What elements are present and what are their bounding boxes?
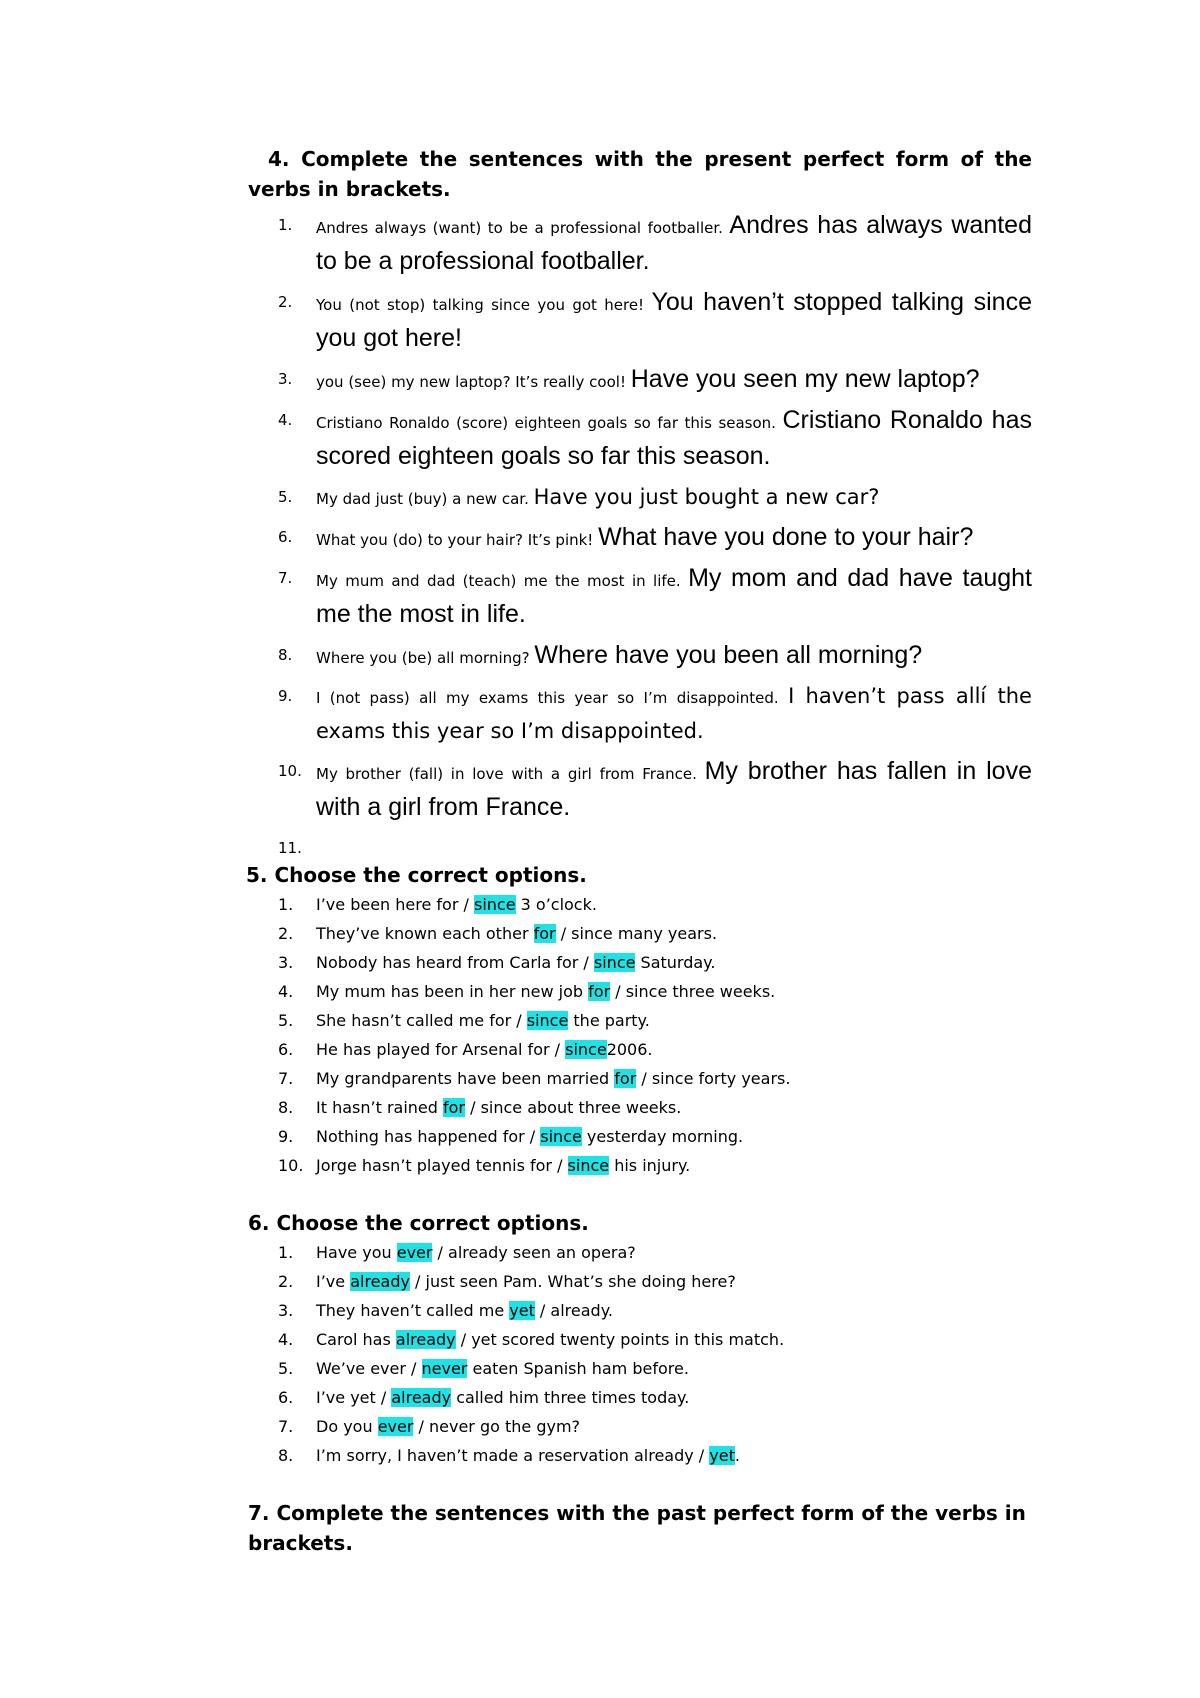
highlighted-answer: already — [391, 1388, 452, 1407]
item-prompt: My brother (fall) in love with a girl from France. — [316, 765, 697, 783]
item-number: 8. — [278, 1446, 294, 1465]
list-item — [248, 562, 1032, 634]
item-text-before: Have you — [316, 1243, 397, 1262]
exercise-7-heading: 7. Complete the sentences with the past perfect form of the verbs in brackets. — [248, 1501, 1026, 1555]
highlighted-answer: since — [540, 1127, 582, 1146]
highlighted-answer: for — [588, 982, 611, 1001]
list-item — [248, 1122, 1032, 1151]
item-prompt: you (see) my new laptop? It’s really cool! — [316, 373, 626, 391]
highlighted-answer: since — [526, 1011, 569, 1030]
item-text-before: We’ve ever / — [316, 1359, 422, 1378]
item-number: 5. — [278, 488, 293, 506]
item-text-before: My mum has been in her new job — [316, 982, 589, 1001]
list-item — [248, 1064, 1032, 1093]
item-text-after: 2006. — [606, 1040, 653, 1059]
list-item — [248, 481, 1032, 516]
list-item — [248, 1383, 1032, 1412]
item-number: 11. — [278, 839, 302, 857]
list-item — [248, 1035, 1032, 1064]
item-number: 4. — [278, 982, 294, 1001]
item-prompt: My mum and dad (teach) me the most in life. — [316, 572, 681, 590]
item-text-after: eaten Spanish ham before. — [467, 1359, 689, 1378]
item-number: 5. — [278, 1011, 294, 1030]
item-answer: My mom and dad have taught me the most in life. — [316, 564, 1032, 628]
item-text-before: Carol has — [316, 1330, 396, 1349]
item-prompt: Cristiano Ronaldo (score) eighteen goals so far this season. — [316, 414, 776, 432]
highlighted-answer: since — [473, 895, 516, 914]
item-prompt: My dad just (buy) a new car. — [316, 490, 529, 508]
highlighted-answer: ever — [377, 1417, 414, 1436]
item-number: 1. — [278, 895, 294, 914]
list-item — [248, 1296, 1032, 1325]
list-item — [248, 521, 1032, 557]
item-number: 1. — [278, 1243, 294, 1262]
item-text-after: / since many years. — [555, 924, 718, 943]
item-text-before: I’ve been here for / — [316, 895, 474, 914]
highlighted-answer: for — [533, 924, 556, 943]
list-item — [248, 832, 1032, 858]
item-prompt: You (not stop) talking since you got here! — [316, 296, 645, 314]
item-text-before: Nobody has heard from Carla for / — [316, 953, 594, 972]
item-answer: Have you just bought a new car? — [533, 485, 880, 509]
item-text-before: Jorge hasn’t played tennis for / — [316, 1156, 568, 1175]
item-text-before: Do you — [316, 1417, 378, 1436]
item-prompt: I (not pass) all my exams this year so I’m disappointed. — [316, 689, 779, 707]
item-number: 6. — [278, 1388, 294, 1407]
item-text-before: I’m sorry, I haven’t made a reservation already / — [316, 1446, 710, 1465]
exercise-6-list — [248, 1238, 1032, 1470]
item-number: 10. — [278, 762, 302, 780]
item-number: 7. — [278, 1417, 294, 1436]
item-text-after: / since forty years. — [636, 1069, 791, 1088]
highlighted-answer: for — [614, 1069, 637, 1088]
item-answer: Have you seen my new laptop? — [630, 365, 980, 393]
item-text-after: . — [734, 1446, 740, 1465]
exercise-4-heading: 4. Complete the sentences with the present perfect form of the verbs in brackets. — [248, 147, 1032, 201]
list-item — [248, 1238, 1032, 1267]
list-item — [248, 1441, 1032, 1470]
item-prompt: Andres always (want) to be a professional footballer. — [316, 219, 723, 237]
item-text-after: 3 o’clock. — [515, 895, 597, 914]
highlighted-answer: yet — [509, 1301, 535, 1320]
item-number: 1. — [278, 216, 293, 234]
highlighted-answer: ever — [396, 1243, 433, 1262]
list-item — [248, 1006, 1032, 1035]
item-number: 2. — [278, 1272, 294, 1291]
list-item — [248, 977, 1032, 1006]
section-spacer — [248, 1470, 1032, 1498]
item-answer: My brother has fallen in love with a girl from France. — [316, 757, 1032, 821]
list-item — [248, 1151, 1032, 1180]
item-text-before: They’ve known each other — [316, 924, 534, 943]
item-text-after: yesterday morning. — [581, 1127, 744, 1146]
item-answer: Where have you been all morning? — [534, 641, 923, 669]
item-number: 3. — [278, 953, 294, 972]
item-text-before: I’ve yet / — [316, 1388, 392, 1407]
list-item — [248, 286, 1032, 358]
item-number: 2. — [278, 293, 293, 311]
list-item — [248, 680, 1032, 750]
item-number: 6. — [278, 528, 293, 546]
item-number: 7. — [278, 1069, 294, 1088]
list-item — [248, 363, 1032, 399]
highlighted-answer: already — [350, 1272, 410, 1291]
highlighted-answer: since — [565, 1040, 607, 1059]
list-item — [248, 890, 1032, 919]
list-item — [248, 755, 1032, 827]
item-text-after: / never go the gym? — [413, 1417, 581, 1436]
list-item — [248, 1412, 1032, 1441]
list-item — [248, 639, 1032, 675]
list-item — [248, 209, 1032, 281]
item-answer: Cristiano Ronaldo has scored eighteen goals so far this season. — [316, 406, 1032, 470]
item-answer: You haven’t stopped talking since you got here! — [316, 288, 1032, 352]
item-prompt: Where you (be) all morning? — [316, 649, 530, 667]
item-text-after: the party. — [568, 1011, 650, 1030]
highlighted-answer: never — [421, 1359, 468, 1378]
highlighted-answer: since — [593, 953, 636, 972]
exercise-5-list — [248, 890, 1032, 1180]
item-number: 3. — [278, 1301, 294, 1320]
item-number: 7. — [278, 569, 293, 587]
item-text-after: called him three times today. — [451, 1388, 690, 1407]
highlighted-answer: already — [395, 1330, 456, 1349]
item-text-after: his injury. — [609, 1156, 691, 1175]
list-item — [248, 404, 1032, 476]
item-number: 6. — [278, 1040, 294, 1059]
highlighted-answer: for — [443, 1098, 465, 1117]
item-number: 2. — [278, 924, 294, 943]
list-item — [248, 1354, 1032, 1383]
item-text-after: / already. — [534, 1301, 613, 1320]
item-text-after: / just seen Pam. What’s she doing here? — [409, 1272, 736, 1291]
list-item — [248, 1093, 1032, 1122]
item-text-after: Saturday. — [635, 953, 716, 972]
item-number: 10. — [278, 1156, 304, 1175]
exercise-4-list — [248, 209, 1032, 858]
item-answer: Andres has always wanted to be a professional footballer. — [316, 211, 1032, 275]
item-text-before: She hasn’t called me for / — [316, 1011, 527, 1030]
exercise-6-heading: 6. Choose the correct options. — [248, 1211, 589, 1235]
item-number: 5. — [278, 1359, 294, 1378]
item-text-after: / yet scored twenty points in this match. — [455, 1330, 785, 1349]
item-number: 3. — [278, 370, 293, 388]
item-number: 4. — [278, 1330, 294, 1349]
section-spacer — [248, 1180, 1032, 1208]
list-item — [248, 1267, 1032, 1296]
exercise-5-heading: 5. Choose the correct options. — [246, 863, 587, 887]
highlighted-answer: yet — [709, 1446, 735, 1465]
item-answer: What have you done to your hair? — [598, 523, 974, 551]
item-text-after: / since three weeks. — [610, 982, 776, 1001]
item-number: 8. — [278, 646, 293, 664]
list-item — [248, 948, 1032, 977]
item-prompt: What you (do) to your hair? It’s pink! — [316, 531, 594, 549]
document-body — [248, 144, 1032, 1558]
item-answer: I haven’t pass allí the exams this year so I’m disappointed. — [316, 684, 1032, 743]
item-number: 9. — [278, 687, 293, 705]
item-text-before: It hasn’t rained — [316, 1098, 443, 1117]
list-item — [248, 1325, 1032, 1354]
item-text-before: They haven’t called me — [316, 1301, 510, 1320]
list-item — [248, 919, 1032, 948]
item-text-after: / since about three weeks. — [465, 1098, 682, 1117]
item-text-before: Nothing has happened for / — [316, 1127, 541, 1146]
item-text-after: / already seen an opera? — [432, 1243, 636, 1262]
item-text-before: My grandparents have been married — [316, 1069, 615, 1088]
item-number: 9. — [278, 1127, 294, 1146]
item-text-before: I’ve — [316, 1272, 351, 1291]
highlighted-answer: since — [567, 1156, 610, 1175]
item-number: 8. — [278, 1098, 294, 1117]
item-number: 4. — [278, 411, 293, 429]
item-text-before: He has played for Arsenal for / — [316, 1040, 566, 1059]
